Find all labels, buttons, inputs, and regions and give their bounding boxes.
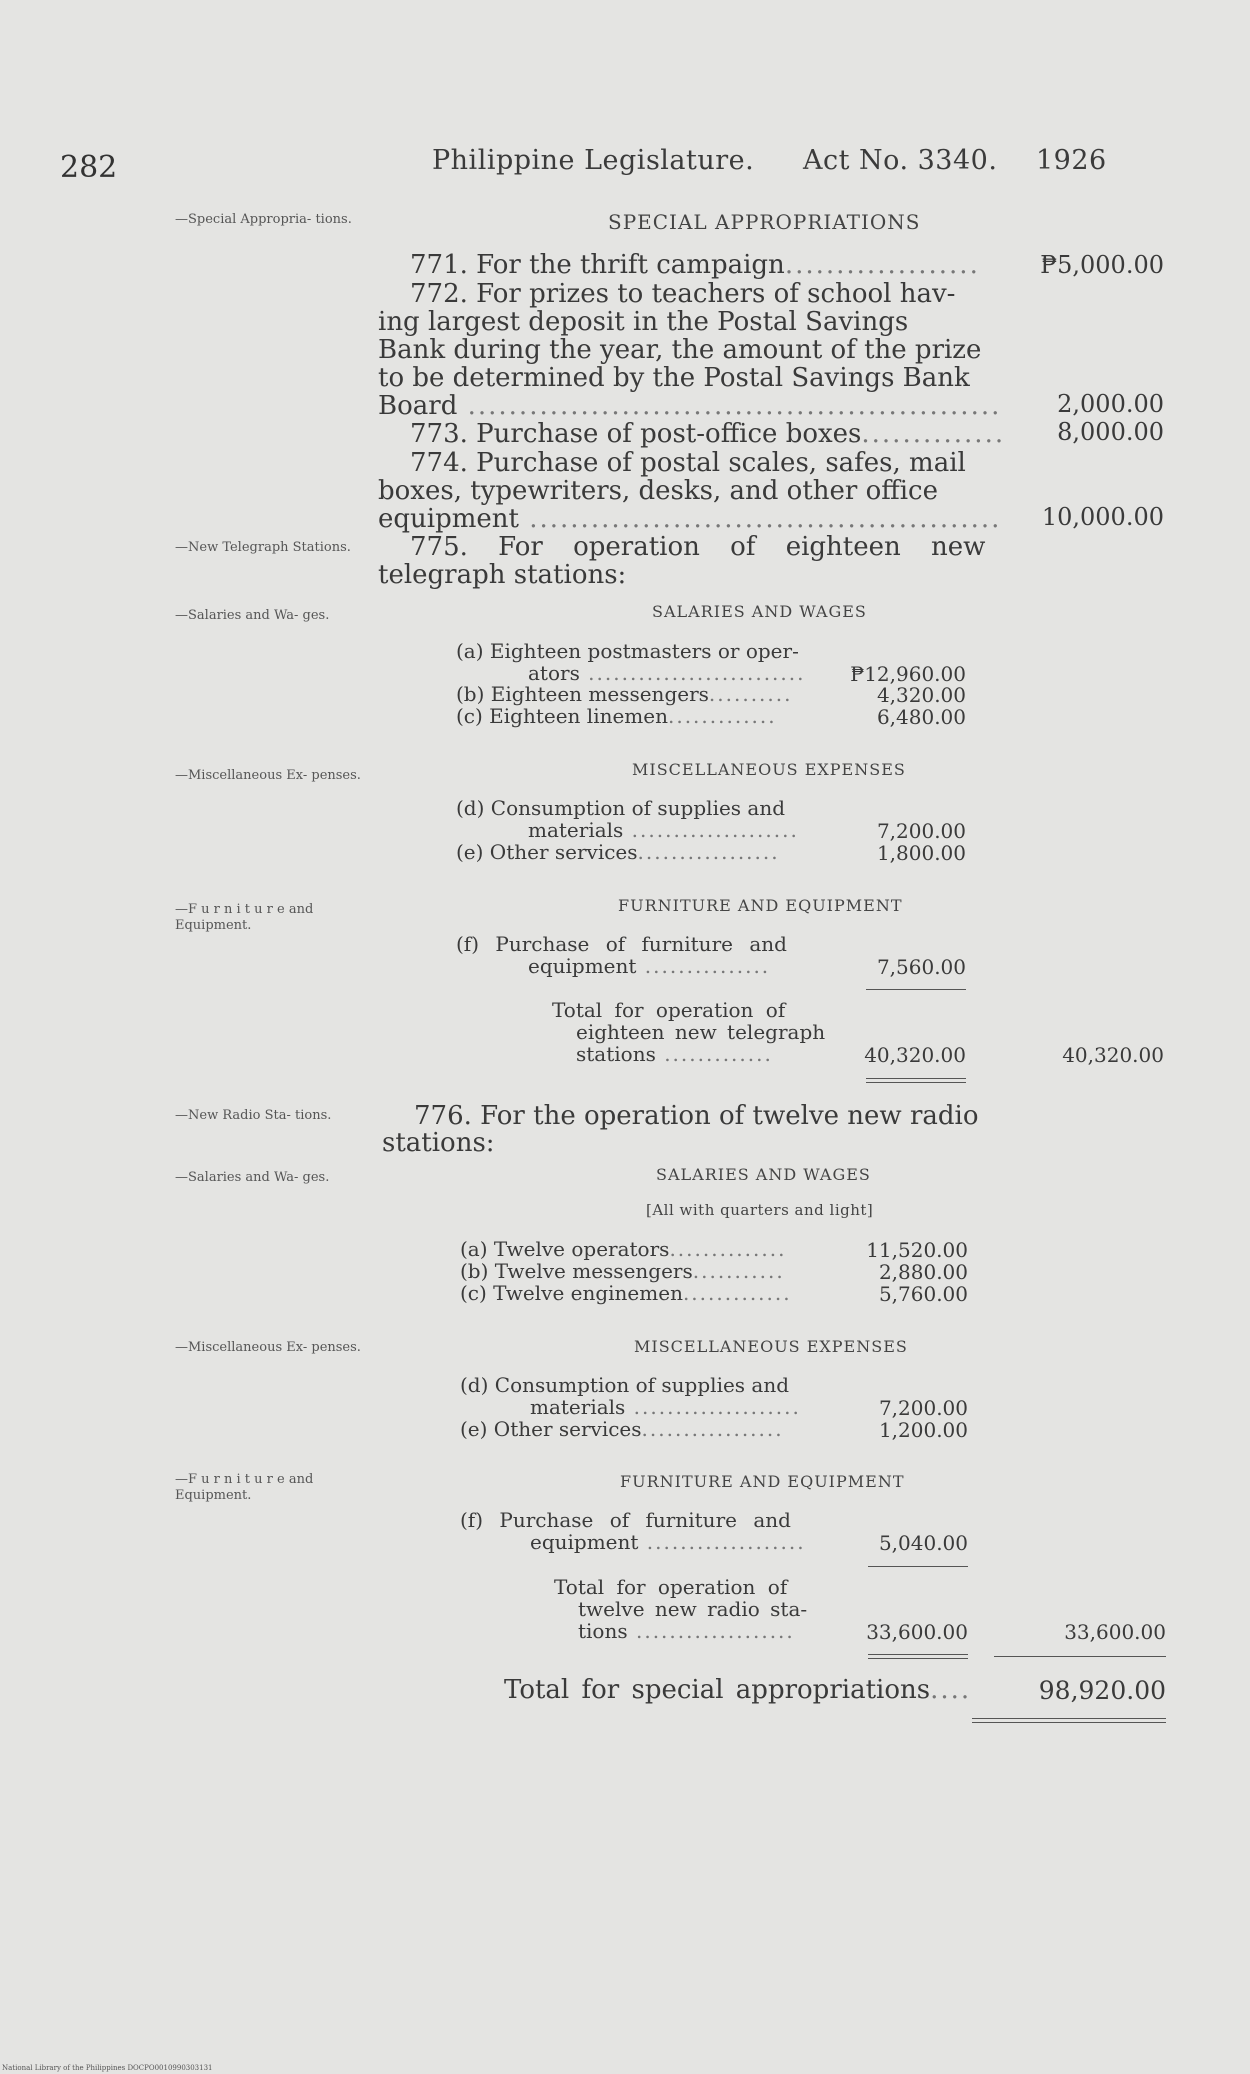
telegraph-item-f-amount: 7,560.00 <box>876 955 966 979</box>
telegraph-item-d-line-2: materials .................... <box>528 818 799 842</box>
telegraph-item-d-line-1: (d) Consumption of supplies and <box>456 796 786 820</box>
item-771-amount: ₱5,000.00 <box>1040 251 1164 279</box>
telegraph-item-e: (e) Other services................. <box>456 840 780 864</box>
item-773-amount: 8,000.00 <box>1057 418 1164 446</box>
telegraph-item-a-line-2: ators .......................... <box>528 661 806 685</box>
item-772-line-2: ing largest deposit in the Postal Savings <box>378 307 909 337</box>
item-774-amount: 10,000.00 <box>1041 503 1164 531</box>
sidenote-salaries-telegraph: —Salaries and Wa- ges. <box>175 608 330 623</box>
item-773-text: 773. Purchase of post-office boxes.............. <box>410 419 1006 449</box>
telegraph-item-b: (b) Eighteen messengers.......... <box>456 682 793 706</box>
radio-furniture-heading: FURNITURE AND EQUIPMENT <box>620 1472 905 1491</box>
radio-item-b-amount: 2,880.00 <box>878 1260 968 1284</box>
radio-total-double-rule <box>868 1654 968 1659</box>
section-title: SPECIAL APPROPRIATIONS <box>608 210 921 234</box>
item-776-line-1: 776. For the operation of twelve new radio <box>414 1101 979 1131</box>
radio-item-b: (b) Twelve messengers........... <box>460 1259 785 1283</box>
running-header-title: Philippine Legislature. <box>432 145 755 176</box>
item-772-line-1: 772. For prizes to teachers of school hav- <box>410 279 956 309</box>
telegraph-subtotal-rule <box>866 989 966 990</box>
sidenote-new-telegraph: —New Telegraph Stations. <box>175 540 351 555</box>
grand-total-double-rule <box>972 1718 1166 1723</box>
telegraph-furniture-heading: FURNITURE AND EQUIPMENT <box>618 896 903 915</box>
telegraph-item-f-line-2: equipment ............... <box>528 954 771 978</box>
item-772-amount: 2,000.00 <box>1057 390 1164 418</box>
sidenote-salaries-radio: —Salaries and Wa- ges. <box>175 1170 330 1185</box>
radio-total-amount: 33,600.00 <box>866 1620 968 1644</box>
radio-item-d-line-1: (d) Consumption of supplies and <box>460 1373 790 1397</box>
telegraph-item-a-line-1: (a) Eighteen postmasters or oper- <box>456 639 799 663</box>
telegraph-item-e-amount: 1,800.00 <box>876 841 966 865</box>
radio-item-a-amount: 11,520.00 <box>866 1238 968 1262</box>
radio-item-f-amount: 5,040.00 <box>878 1531 968 1555</box>
telegraph-total-line-1: Total for operation of <box>552 998 786 1022</box>
radio-item-d-amount: 7,200.00 <box>878 1396 968 1420</box>
radio-item-a: (a) Twelve operators.............. <box>460 1237 787 1261</box>
telegraph-total-double-rule <box>866 1078 966 1083</box>
telegraph-total-line-3: stations ............. <box>576 1042 773 1066</box>
running-header-act: Act No. 3340. <box>803 145 998 176</box>
item-775-line-2: telegraph stations: <box>378 560 627 590</box>
telegraph-salaries-heading: SALARIES AND WAGES <box>652 602 867 621</box>
radio-total-line-2: twelve new radio sta- <box>578 1597 808 1621</box>
radio-item-d-line-2: materials .................... <box>530 1395 801 1419</box>
item-772-line-5: Board .................................................... <box>378 391 1002 421</box>
telegraph-item-a-amount: ₱12,960.00 <box>850 662 966 686</box>
radio-item-c: (c) Twelve enginemen............. <box>460 1281 792 1305</box>
radio-item-f-line-2: equipment ................... <box>530 1530 806 1554</box>
grand-total-label: Total for special appropriations.... <box>504 1675 972 1705</box>
telegraph-total-right-amount: 40,320.00 <box>1062 1043 1164 1067</box>
item-775-line-1: 775. For operation of eighteen new <box>410 532 986 562</box>
item-772-line-3: Bank during the year, the amount of the prize <box>378 335 982 365</box>
radio-salaries-heading: SALARIES AND WAGES <box>656 1165 871 1184</box>
sidenote-furniture-radio: —F u r n i t u r e and Equipment. <box>175 1472 314 1503</box>
grand-total-amount: 98,920.00 <box>1038 1676 1166 1705</box>
sidenote-new-radio: —New Radio Sta- tions. <box>175 1108 332 1123</box>
item-772-line-4: to be determined by the Postal Savings Bank <box>378 363 970 393</box>
telegraph-item-c: (c) Eighteen linemen............. <box>456 704 777 728</box>
sidenote-misc-radio: —Miscellaneous Ex- penses. <box>175 1340 361 1355</box>
telegraph-misc-heading: MISCELLANEOUS EXPENSES <box>632 760 906 779</box>
radio-item-c-amount: 5,760.00 <box>878 1282 968 1306</box>
radio-item-f-line-1: (f) Purchase of furniture and <box>460 1508 791 1532</box>
item-774-line-1: 774. Purchase of postal scales, safes, mail <box>410 448 966 478</box>
radio-item-e-amount: 1,200.00 <box>878 1418 968 1442</box>
page-number: 282 <box>60 150 118 185</box>
sidenote-special-appropriations: —Special Appropria- tions. <box>175 212 352 227</box>
telegraph-item-d-amount: 7,200.00 <box>876 819 966 843</box>
sidenote-misc-telegraph: —Miscellaneous Ex- penses. <box>175 768 361 783</box>
telegraph-item-c-amount: 6,480.00 <box>876 705 966 729</box>
telegraph-total-amount: 40,320.00 <box>864 1043 966 1067</box>
radio-misc-heading: MISCELLANEOUS EXPENSES <box>634 1337 908 1356</box>
radio-subtotal-rule <box>868 1566 968 1567</box>
radio-salaries-note: [All with quarters and light] <box>646 1201 874 1219</box>
radio-total-line-3: tions ................... <box>578 1619 795 1643</box>
radio-total-right-amount: 33,600.00 <box>1064 1620 1166 1644</box>
radio-item-e: (e) Other services................. <box>460 1417 784 1441</box>
telegraph-item-f-line-1: (f) Purchase of furniture and <box>456 932 787 956</box>
item-774-line-3: equipment .............................................. <box>378 504 1002 534</box>
sidenote-furniture-telegraph: —F u r n i t u r e and Equipment. <box>175 902 314 933</box>
running-header-year: 1926 <box>1036 145 1107 176</box>
item-776-line-2: stations: <box>382 1128 495 1158</box>
radio-total-line-1: Total for operation of <box>554 1575 788 1599</box>
telegraph-item-b-amount: 4,320.00 <box>876 683 966 707</box>
archive-footer: National Library of the Philippines DOCPO0010990303131 <box>2 2064 213 2072</box>
item-774-line-2: boxes, typewriters, desks, and other office <box>378 476 938 506</box>
item-771-text: 771. For the thrift campaign................... <box>410 250 980 280</box>
telegraph-total-line-2: eighteen new telegraph <box>576 1020 826 1044</box>
right-column-subtotal-rule <box>994 1656 1166 1657</box>
